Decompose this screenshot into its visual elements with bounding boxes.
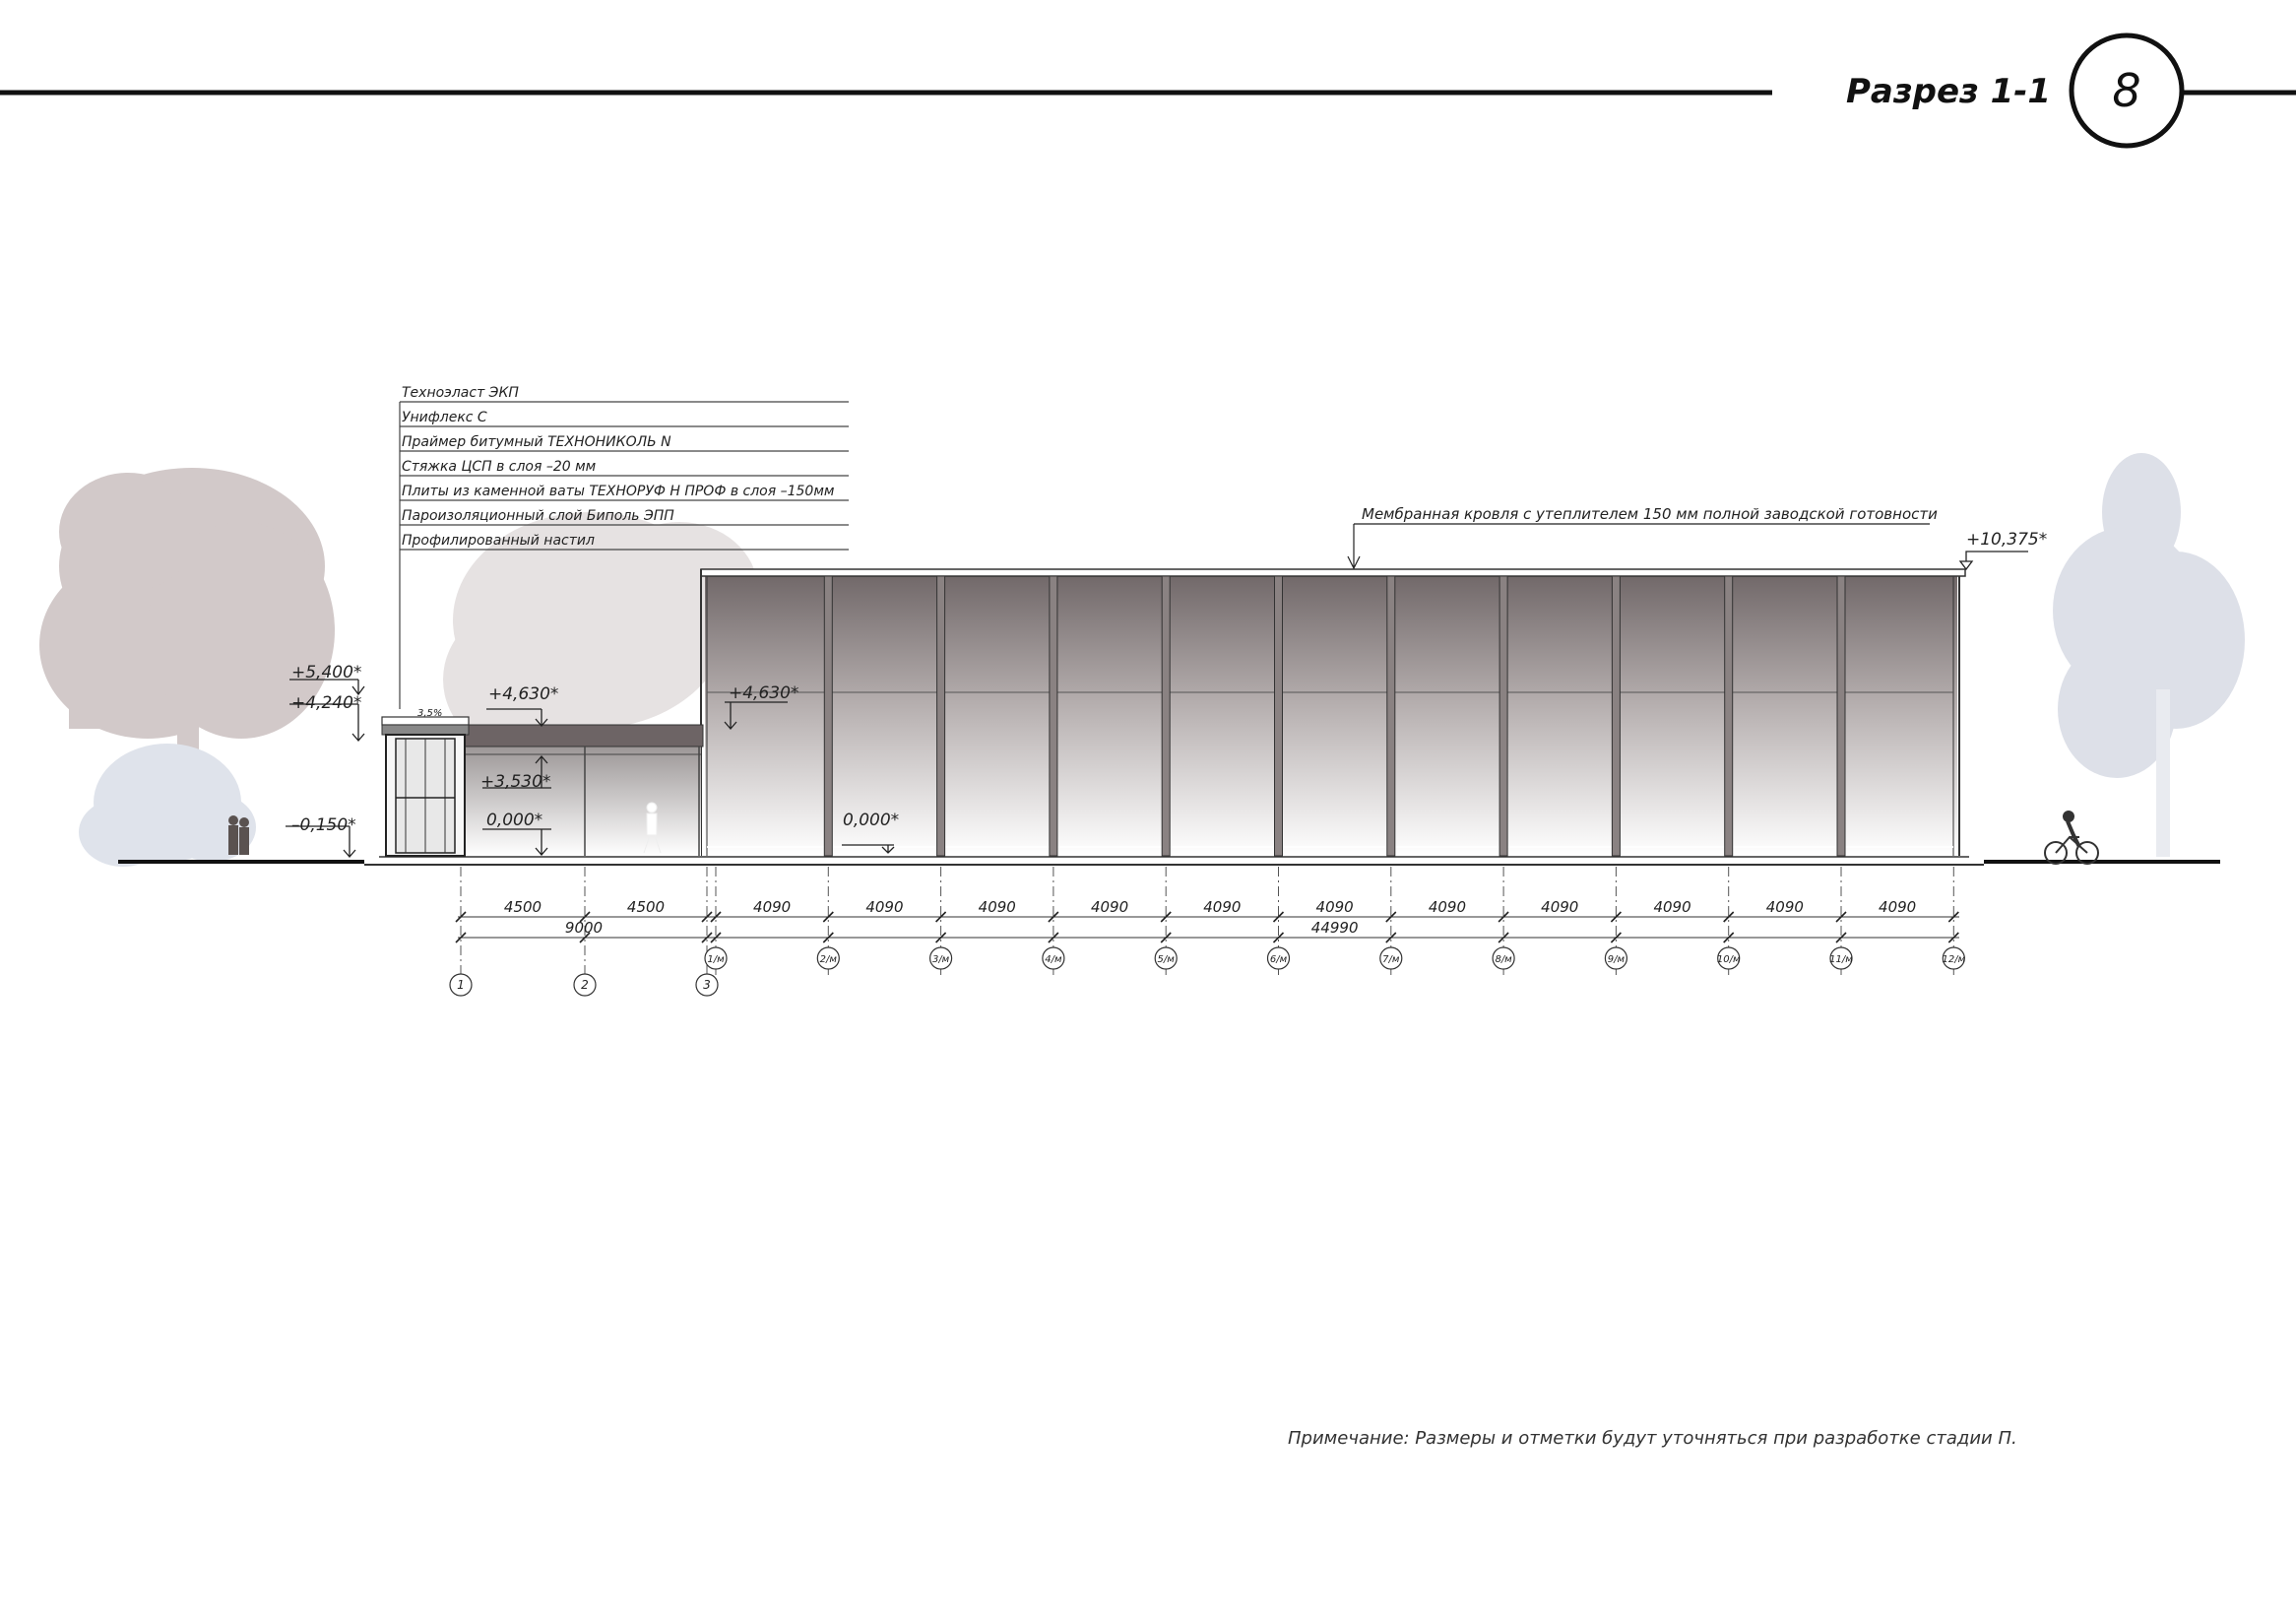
entrance-vestibule <box>382 717 469 856</box>
cyclist-icon <box>2045 812 2098 864</box>
axis-label: 7/м <box>1382 954 1400 965</box>
level-ground: –0,150* <box>291 815 356 835</box>
axis-label: 8/м <box>1495 954 1512 965</box>
roof-layer: Профилированный настил <box>402 533 595 549</box>
hall-column <box>1499 576 1507 856</box>
dimension-hall-span: 4090 <box>978 898 1016 916</box>
axis-bubbles <box>450 947 1966 996</box>
dimension-lines <box>458 917 1959 938</box>
hall-column <box>1275 576 1283 856</box>
dimension-hall-span: 4090 <box>1541 898 1579 916</box>
dimension-hall-span: 4090 <box>1428 898 1467 916</box>
dimension-hall-span: 4090 <box>1653 898 1691 916</box>
hall-column <box>1612 576 1620 856</box>
hall-column <box>1725 576 1733 856</box>
level-annex-floor: 0,000* <box>486 811 543 830</box>
dimension-annex-total: 9000 <box>564 919 604 937</box>
level-annex-top: +4,630* <box>488 684 559 704</box>
hall-column <box>1837 576 1845 856</box>
axis-label: 2 <box>581 978 589 992</box>
axis-label: 1 <box>457 978 465 992</box>
dimension-hall-span: 4090 <box>1315 898 1354 916</box>
roof-layer: Техноэласт ЭКП <box>402 385 519 401</box>
roof-layer: Праймер битумный ТЕХНОНИКОЛЬ N <box>402 434 671 450</box>
level-annex-ceiling: +3,530* <box>480 772 551 792</box>
level-entry-top: +5,400* <box>291 663 362 682</box>
level-top: +10,375* <box>1966 530 2048 550</box>
hall-column <box>1050 576 1057 856</box>
roof-layer: Плиты из каменной ваты ТЕХНОРУФ Н ПРОФ в слоя –150мм <box>402 484 835 499</box>
roof-layer: Пароизоляционный слой Биполь ЭПП <box>402 508 674 524</box>
dimension-hall-span: 4090 <box>1879 898 1917 916</box>
dimension-annex-span: 4500 <box>503 898 542 916</box>
axis-label: 3/м <box>931 954 950 965</box>
dimension-hall-span: 4090 <box>1090 898 1129 916</box>
axis-label: 6/м <box>1269 954 1288 965</box>
hall-column <box>824 576 832 856</box>
slope-label: 3,5% <box>417 708 443 719</box>
axis-label: 9/м <box>1607 954 1626 965</box>
roof-layer: Стяжка ЦСП в слоя –20 мм <box>402 459 597 475</box>
level-entry-mid: +4,240* <box>291 693 362 713</box>
level-hall-floor: 0,000* <box>843 811 900 830</box>
dimension-hall-total: 44990 <box>1310 919 1359 937</box>
hall-column <box>1162 576 1170 856</box>
axis-label: 2/м <box>819 954 837 965</box>
dimension-hall-span: 4090 <box>1203 898 1242 916</box>
axis-label: 5/м <box>1157 954 1175 965</box>
axis-label: 3 <box>703 978 711 992</box>
dimension-hall-span: 4090 <box>753 898 792 916</box>
roof-layer: Унифлекс С <box>402 410 487 425</box>
axis-label: 4/м <box>1045 954 1062 965</box>
dimension-annex-span: 4500 <box>626 898 666 916</box>
dimension-hall-span: 4090 <box>1765 898 1804 916</box>
axis-label: 1/м <box>707 954 725 965</box>
membrane-callout-leader <box>1348 524 1930 568</box>
membrane-roof-label: Мембранная кровля с утеплителем 150 мм полной заводской готовности <box>1362 505 1938 523</box>
axis-label: 10/м <box>1716 954 1741 965</box>
dimension-hall-span: 4090 <box>865 898 904 916</box>
hall-column <box>1387 576 1395 856</box>
hall-column <box>937 576 945 856</box>
sheet-number: 8 <box>2112 64 2141 117</box>
sheet-title: Разрез 1-1 <box>1846 72 2052 111</box>
level-hall-mark: +4,630* <box>729 683 799 703</box>
footnote: Примечание: Размеры и отметки будут уточняться при разработке стадии П. <box>1288 1428 2017 1449</box>
tree-right-birch <box>2053 453 2245 857</box>
axis-label: 12/м <box>1942 954 1966 965</box>
axis-label: 11/м <box>1829 954 1853 965</box>
